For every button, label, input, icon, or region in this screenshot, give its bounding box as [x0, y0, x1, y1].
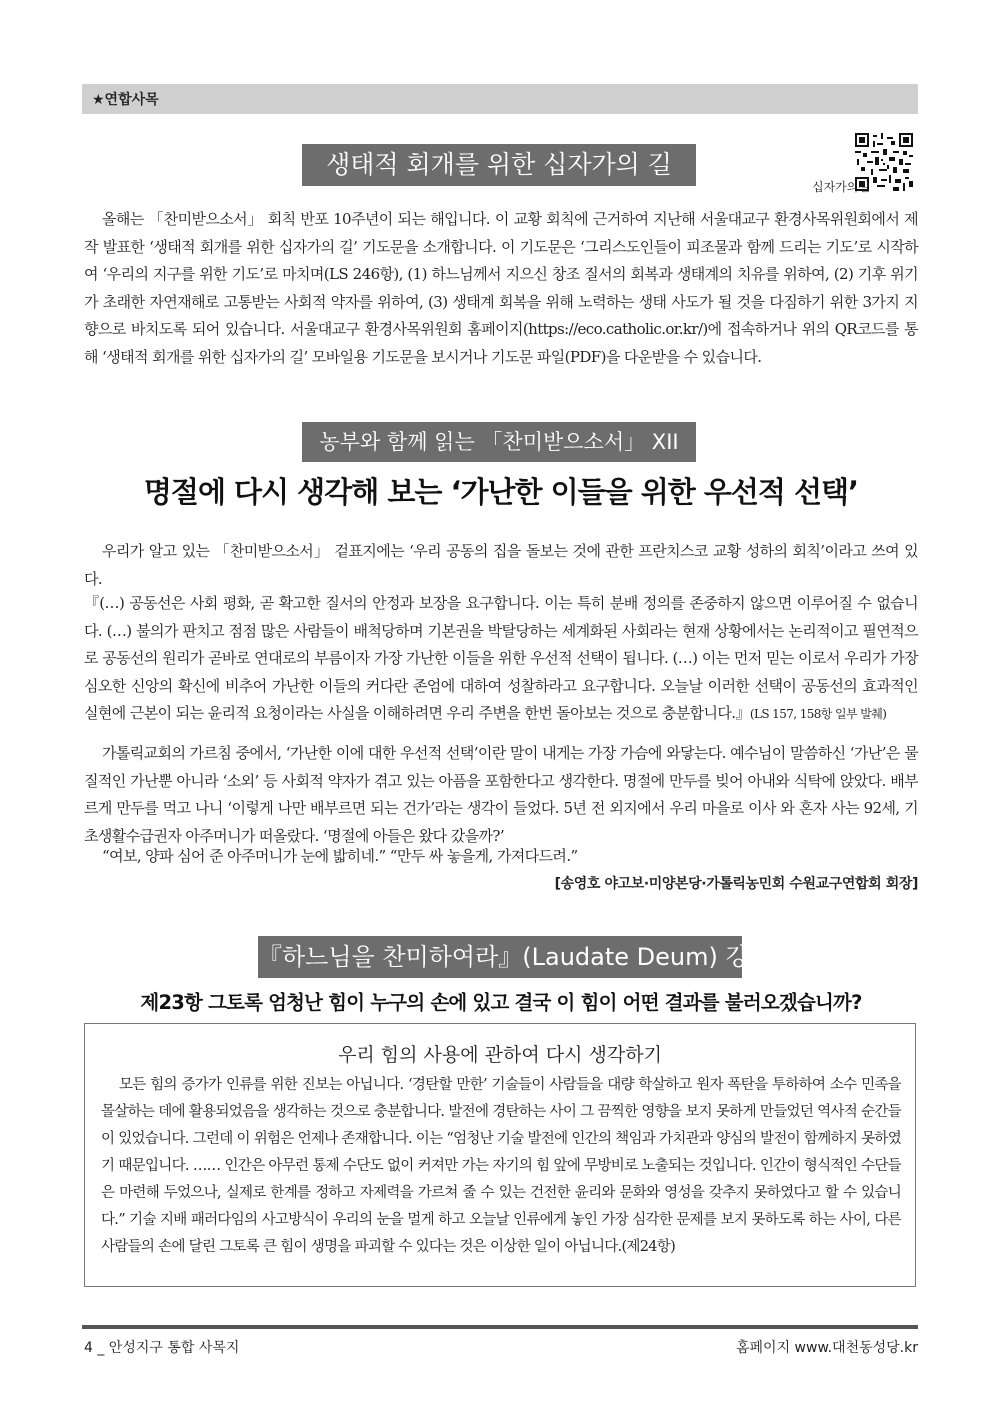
section-label: ★연합사목: [92, 92, 159, 108]
section1-title: 생태적 회개를 위한 십자가의 길: [302, 144, 696, 186]
section1-body: 올해는 「찬미받으소서」 회칙 반포 10주년이 되는 해입니다. 이 교황 회칙에 근거하여 지난해 서울대교구 환경사목위원회에서 제작 발표한 ‘생태적 회개를 위한 십자가의 길’ 기도문을 소개합니다. 이 기도문은 ‘그리스도인들이 피조물과 함께 드리는 기도’로 시작하여 ‘우리의 지구를 위한 기도’로 마치며(LS 246항), (1) 하느님께서 지으신 창조 질서의 회복과 생태계의 치유를 위하여, (2) 기후 위기가 초래한 자연재해로 고통받는 사회적 약자를 위하여, (3) 생태계 회복을 위해 노력하는 생태 사도가 될 것을 다짐하기 위한 3가지 지향으로 바치도록 되어 있습니다. 서울대교구 환경사목위원회 홈페이지(https://eco.catholic.or.kr/)에 접속하거나 위의 QR코드를 통해 ‘생태적 회개를 위한 십자가의 길’ 모바일용 기도문을 보시거나 기도문 파일(PDF)을 다운받을 수 있습니다.: [84, 210, 918, 366]
qr-label: 십자가의길: [812, 180, 870, 194]
footer-homepage[interactable]: 홈페이지 www.대천동성당.kr: [736, 1340, 918, 1356]
section3-title: 『하느님을 찬미하여라』(Laudate Deum) 강독: [258, 936, 742, 978]
section2-paragraph-4: “여보, 양파 심어 준 아주머니가 눈에 밟히네.” “만두 싸 놓을게, 가져다드려.”: [102, 847, 578, 865]
section2-title: 농부와 함께 읽는 「찬미받으소서」 XII: [302, 422, 696, 462]
reading-box-text: 모든 힘의 증가가 인류를 위한 진보는 아닙니다. ‘경탄할 만한’ 기술들이 사람들을 대량 학살하고 원자 폭탄을 투하하여 소수 민족을 몰살하는 데에 활용되었음을 생각하는 것으로 충분합니다. 발전에 경탄하는 사이 그 끔찍한 영향을 보지 못하게 만들었던 역사적 순간들이 있었습니다. 그런데 이 위험은 언제나 존재합니다. 이는 “엄청난 기술 발전에 인간의 책임과 가치관과 양심의 발전이 함께하지 못하였기 때문입니다. …… 인간은 아무런 통제 수단도 없이 커져만 가는 자기의 힘 앞에 무방비로 노출되는 것입니다. 인간이 형식적인 수단들은 마련해 두었으나, 실제로 한계를 정하고 자제력을 가르쳐 줄 수 있는 건전한 윤리와 문화와 영성을 갖추지 못하였다고 할 수 있습니다.” 기술 지배 패러다임의 사고방식이 우리의 눈을 멀게 하고 오늘날 인류에게 놓인 가장 심각한 문제를 보지 못하도록 하는 사이, 다른 사람들의 손에 달린 그토록 큰 힘이 생명을 파괴할 수 있다는 것은 이상한 일이 아닙니다.(제24항): [101, 1077, 901, 1255]
quotation-reference: (LS 157, 158항 일부 발췌): [749, 707, 887, 721]
section2-paragraph-3: 가톨릭교회의 가르침 중에서, ‘가난한 이에 대한 우선적 선택’이란 말이 내게는 가장 가슴에 와닿는다. 예수님이 말씀하신 ‘가난’은 물질적인 가난뿐 아니라 ‘소외’ 등 사회적 약자가 겪고 있는 아픔을 포함한다고 생각한다. 명절에 만두를 빚어 아내와 식탁에 앉았다. 배부르게 만두를 먹고 나니 ‘이렇게 나만 배부르면 되는 건가’라는 생각이 들었다. 5년 전 외지에서 우리 마을로 이사 와 혼자 사는 92세, 기초생활수급권자 아주머니가 떠올랐다. ‘명절에 아들은 왔다 갔을까?’: [84, 744, 918, 845]
reading-box: [84, 1023, 916, 1287]
reading-box-title: 우리 힘의 사용에 관하여 다시 생각하기: [338, 1044, 662, 1066]
footer-page-info: 4 _ 안성지구 통합 사목지: [84, 1340, 240, 1356]
section2-quotation: [84, 590, 918, 729]
quotation-text: 『(…) 공동선은 사회 평화, 곧 확고한 질서의 안정과 보장을 요구합니다. 이는 특히 분배 정의를 존중하지 않으면 이루어질 수 없습니다. (…) 불의가 판치고 점점 많은 사람들이 배척당하며 기본권을 박탈당하는 세계화된 사회라는 현재 상황에서는 논리적이고 필연적으로 공동선의 원리가 곧바로 연대로의 부름이자 가장 가난한 이들을 위한 우선적 선택이 됩니다. (…) 이는 먼저 믿는 이로서 우리가 가장 심오한 신앙의 확신에 비추어 가난한 이들의 커다란 존엄에 대하여 성찰하라고 요구합니다. 오늘날 이러한 선택이 공동선의 효과적인 실현에 근본이 되는 윤리적 요청이라는 사실을 이해하려면 우리 주변을 한번 돌아보는 것으로 충분합니다.』: [84, 594, 918, 722]
section-header-band: [82, 84, 918, 114]
author-byline: [송영호 야고보·미양본당·가톨릭농민회 수원교구연합회 회장]: [554, 876, 918, 892]
section3-subtitle: 제23항 그토록 엄청난 힘이 누구의 손에 있고 결국 이 힘이 어떤 결과를 불러오겠습니까?: [140, 991, 862, 1014]
section2-paragraph-1: 우리가 알고 있는 「찬미받으소서」 겉표지에는 ‘우리 공동의 집을 돌보는 것에 관한 프란치스코 교황 성하의 회칙’이라고 쓰여 있다.: [84, 542, 918, 588]
section2-subtitle: 명절에 다시 생각해 보는 ‘가난한 이들을 위한 우선적 선택’: [143, 475, 859, 509]
footer-divider: [82, 1325, 918, 1329]
